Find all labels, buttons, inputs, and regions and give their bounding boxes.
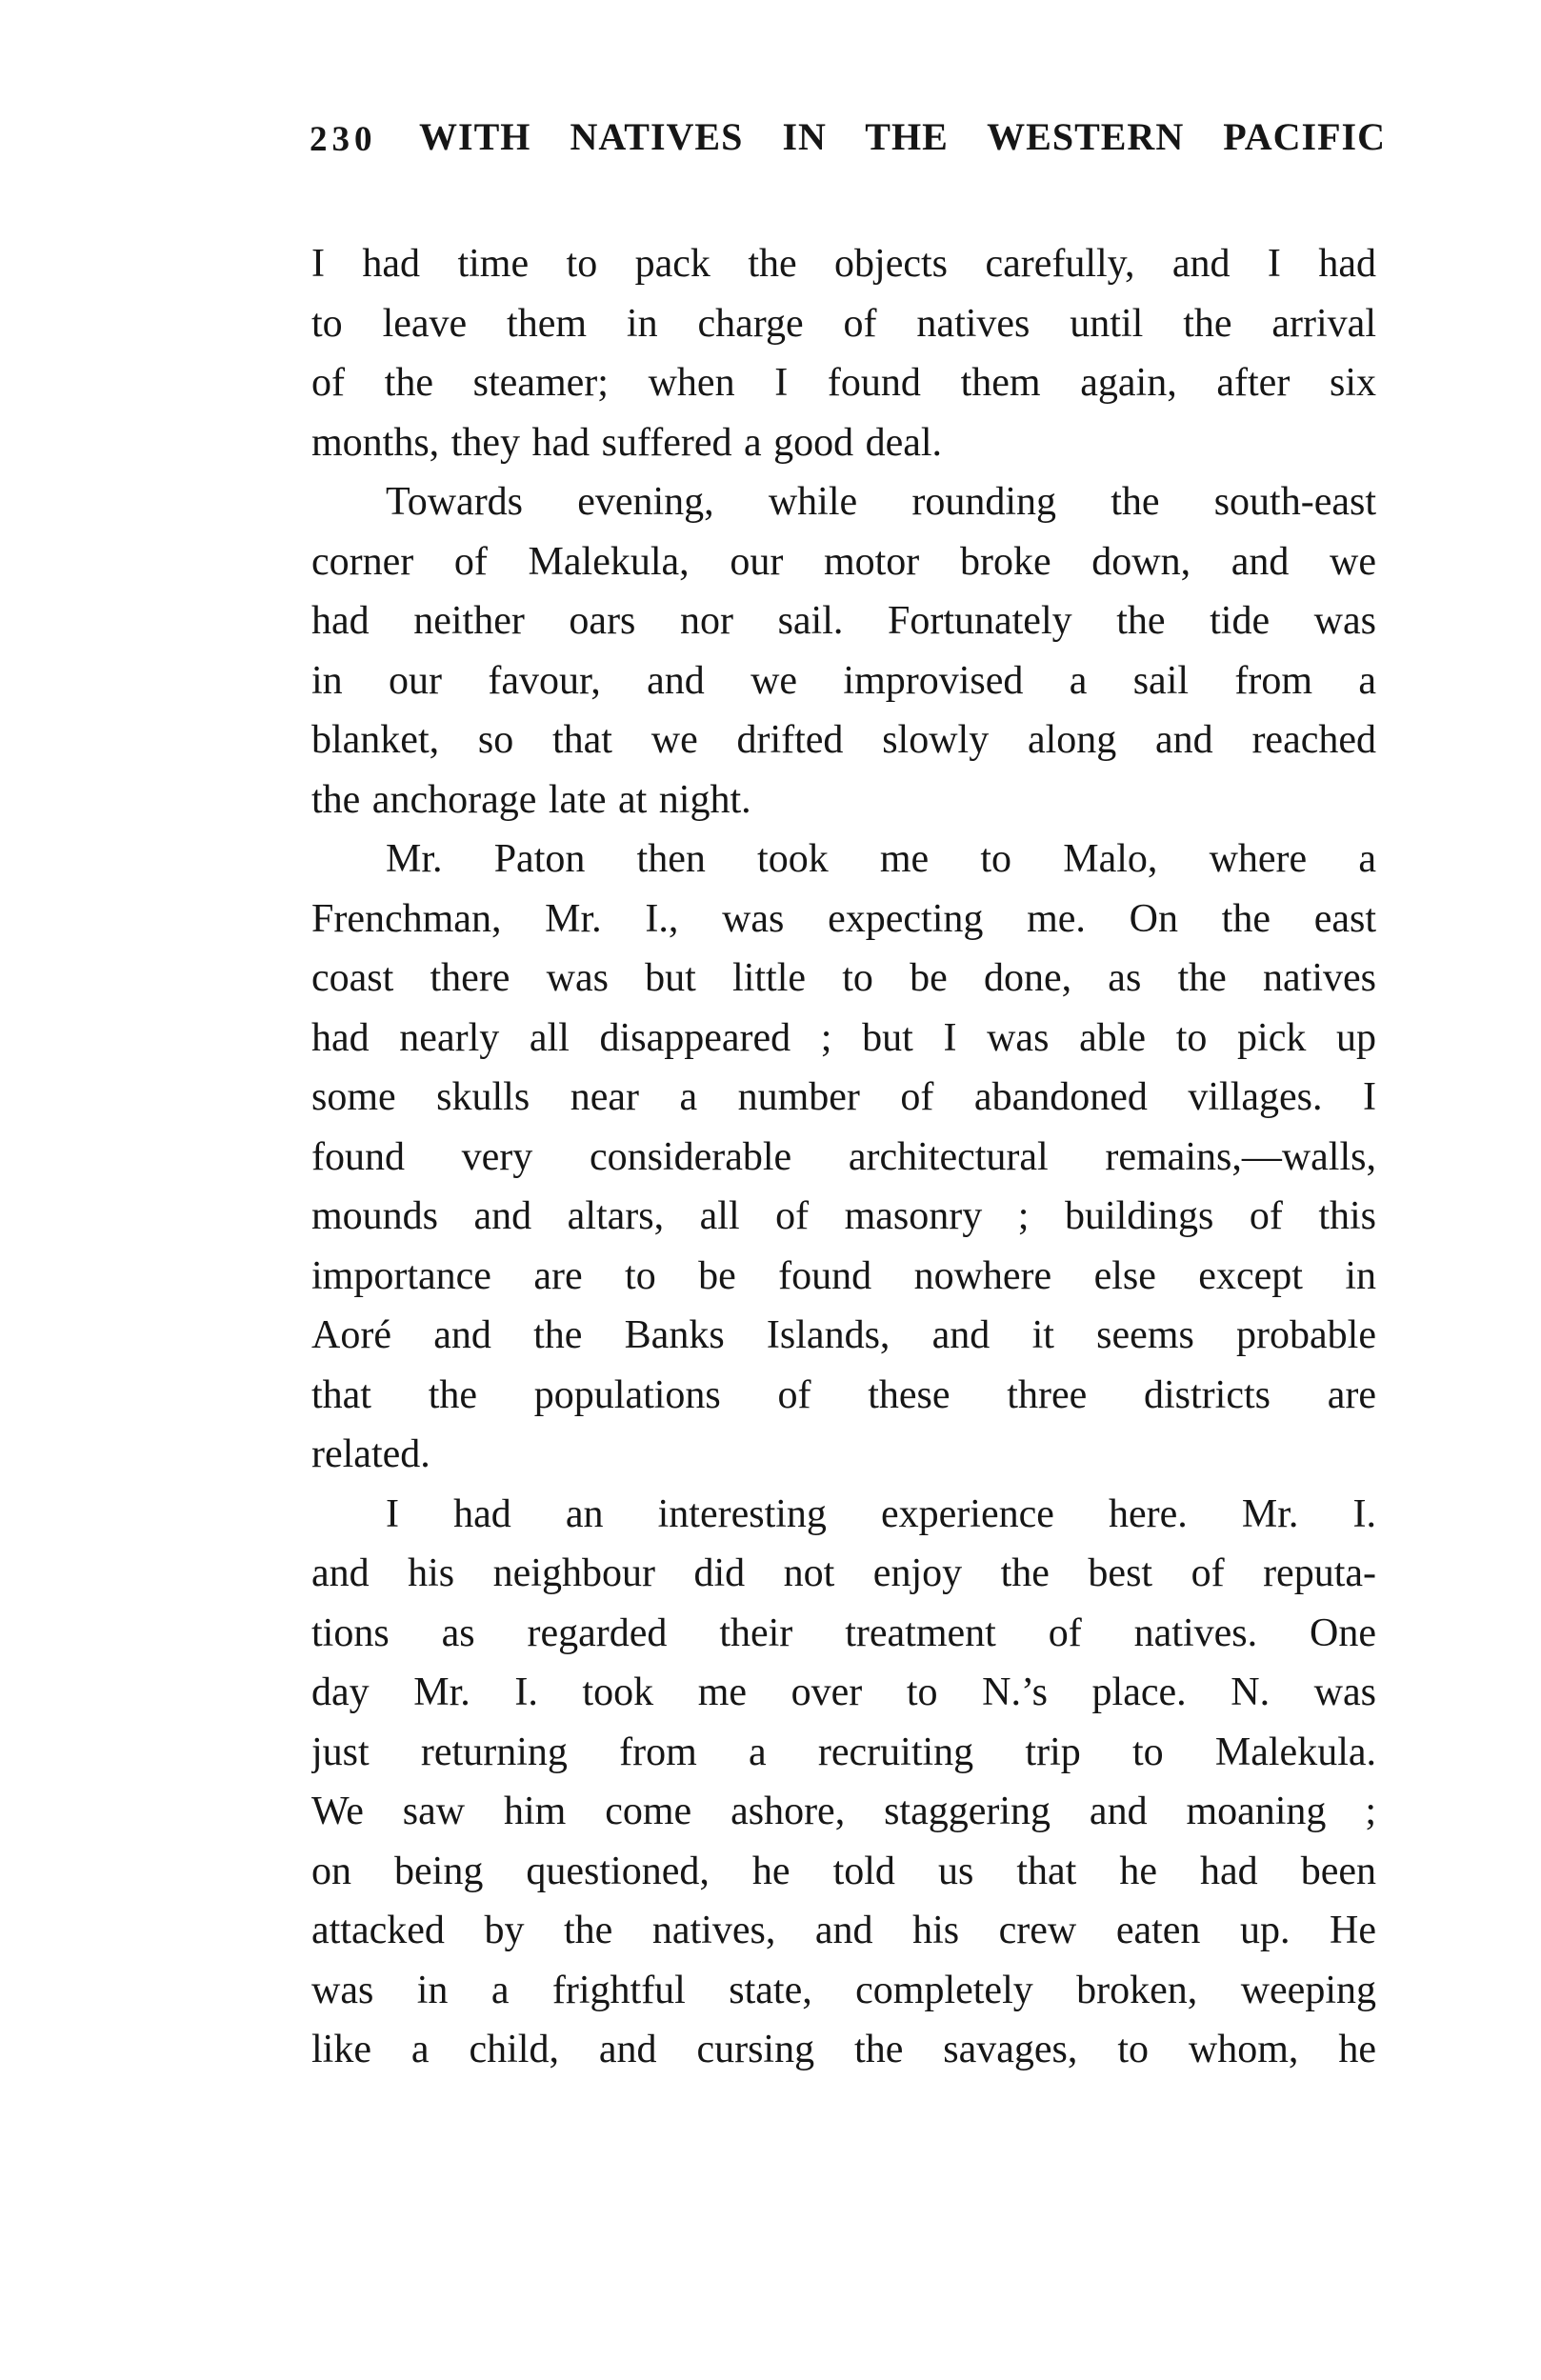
text-line: day Mr. I. took me over to N.’s place. N. was: [311, 1670, 1376, 1714]
text-block: [311, 234, 1376, 2080]
text-line: just returning from a recruiting trip to Malekula.: [311, 1730, 1376, 1774]
text-line: found very considerable architectural remains,—walls,: [311, 1134, 1376, 1179]
text-line: We saw him come ashore, staggering and moaning ;: [311, 1790, 1376, 1833]
text-line: in our favour, and we improvised a sail from a: [311, 658, 1376, 703]
text-line: and his neighbour did not enjoy the best of reputa-: [311, 1551, 1376, 1595]
text-line: blanket, so that we drifted slowly along and reached: [311, 718, 1376, 762]
text-line: Frenchman, Mr. I., was expecting me. On the east: [311, 896, 1376, 941]
text-line: I had an interesting experience here. Mr. I.: [386, 1491, 1376, 1536]
page-number: 230: [310, 120, 377, 159]
text-line: was in a frightful state, completely broken, weeping: [311, 1968, 1376, 2012]
text-line: to leave them in charge of natives until the arrival: [311, 301, 1376, 346]
text-line: that the populations of these three districts are: [311, 1372, 1376, 1417]
text-line: Mr. Paton then took me to Malo, where a: [386, 837, 1376, 881]
text-line: like a child, and cursing the savages, to whom, he: [311, 2028, 1376, 2071]
text-line: tions as regarded their treatment of natives. One: [311, 1610, 1376, 1655]
text-line: Aoré and the Banks Islands, and it seems probable: [311, 1313, 1376, 1357]
text-line: months, they had suffered a good deal.: [311, 420, 943, 465]
text-line: had neither oars nor sail. Fortunately the tide was: [311, 599, 1376, 643]
text-line: on being questioned, he told us that he had been: [311, 1849, 1376, 1893]
text-line: related.: [311, 1432, 430, 1476]
text-line: corner of Malekula, our motor broke down, and we: [311, 539, 1376, 584]
text-line: importance are to be found nowhere else except in: [311, 1253, 1376, 1298]
running-title: WITH NATIVES IN THE WESTERN PACIFIC: [419, 115, 1386, 158]
text-line: attacked by the natives, and his crew eaten up. He: [311, 1909, 1376, 1952]
text-line: had nearly all disappeared ; but I was able to pick up: [311, 1015, 1376, 1060]
text-line: of the steamer; when I found them again, after six: [311, 361, 1376, 405]
text-line: mounds and altars, all of masonry ; buildings of this: [311, 1194, 1376, 1238]
text-line: coast there was but little to be done, as the natives: [311, 956, 1376, 1000]
text-line: the anchorage late at night.: [311, 777, 751, 822]
text-line: I had time to pack the objects carefully, and I had: [311, 242, 1376, 286]
text-line: Towards evening, while rounding the south-east: [386, 480, 1376, 524]
text-line: some skulls near a number of abandoned villages. I: [311, 1075, 1376, 1119]
running-head: [310, 116, 1386, 160]
